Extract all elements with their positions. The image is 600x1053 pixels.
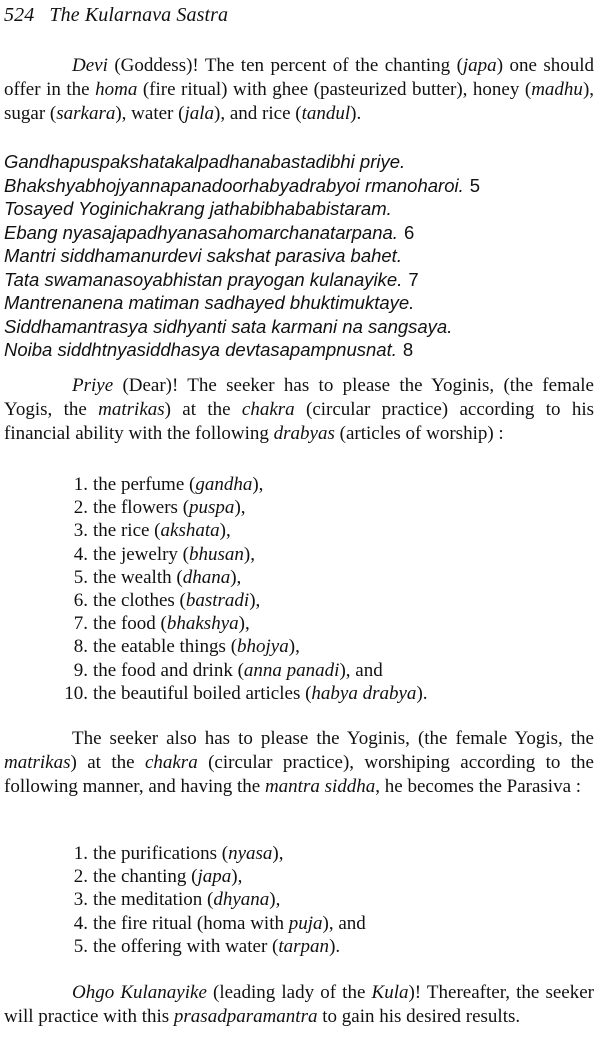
italic-term: puspa: [189, 497, 235, 519]
text-run: ),: [269, 889, 281, 911]
text-run: (articles of worship) :: [334, 423, 504, 444]
verse-line: [4, 221, 594, 245]
verse-number: 8: [402, 339, 414, 360]
list-item: [60, 473, 580, 496]
practices-list: [60, 842, 580, 958]
italic-term: madhu: [531, 79, 583, 100]
list-item: [60, 865, 580, 888]
italic-term: dhyana: [213, 889, 270, 911]
text-run: ) at the: [164, 399, 242, 420]
text-run: ),: [272, 843, 284, 864]
italic-term: puja: [288, 912, 323, 934]
italic-term: matrikas: [98, 399, 165, 420]
text-run: ),: [231, 866, 243, 888]
text-run: the food and drink (: [93, 659, 244, 681]
text-run: to gain his desired results.: [317, 1006, 521, 1027]
list-item: [60, 659, 580, 682]
paragraph-4: [4, 981, 594, 1029]
italic-term: anna panadi: [243, 659, 340, 681]
verse-text: Siddhamantrasya sidhyanti sata karmani na sangsaya.: [4, 315, 453, 337]
verse-text: Tata swamanasoyabhistan prayogan kulanayike.: [4, 268, 403, 290]
italic-term: bhojya: [237, 636, 289, 658]
text-run: (circular practice) according to his financial ability with the following: [4, 399, 594, 444]
italic-term: prasadparamantra: [173, 1006, 318, 1027]
list-item-number: 4.: [73, 543, 88, 565]
list-item: [60, 682, 580, 705]
italic-term: dhana: [182, 566, 231, 588]
text-run: ).: [329, 935, 341, 957]
verse-text: Tosayed Yoginichakrang jathabibhababistaram.: [4, 198, 392, 219]
verse-number: 6: [403, 221, 415, 243]
list-item: [60, 519, 580, 542]
text-run: )! Thereafter, the seeker will practice with this: [4, 982, 594, 1027]
text-run: (circular practice), worshiping according to the following manner, and having the: [4, 752, 594, 797]
italic-term: chakra: [144, 752, 198, 773]
articles-list: [60, 473, 580, 705]
verse-text: Bhakshyabhojyannapanadoorhabyadrabyoi rmanoharoi.: [4, 174, 464, 196]
text-run: the rice (: [93, 520, 161, 542]
verse-text: Gandhapuspakshatakalpadhanabastadibhi priye.: [4, 151, 406, 172]
text-run: ), and rice (: [214, 103, 302, 124]
page-number: 524: [4, 4, 35, 26]
italic-term: bhakshya: [166, 613, 239, 635]
verse-line: [4, 244, 594, 268]
italic-term: jala: [184, 103, 215, 124]
list-item-number: 6.: [73, 590, 88, 612]
italic-term: Kula: [371, 982, 409, 1003]
text-run: the wealth (: [93, 566, 183, 588]
text-run: The seeker also has to please the Yoginis, (the female Yogis, the: [72, 728, 594, 749]
text-run: the beautiful boiled articles (: [93, 682, 312, 704]
list-item: [60, 888, 580, 911]
running-header: [4, 4, 228, 27]
list-item-number: 4.: [73, 912, 88, 934]
list-item-number: 3.: [73, 889, 88, 911]
italic-term: Priye: [72, 375, 114, 396]
verse-text: Noiba siddhtnyasiddhasya devtasapampnusnat.: [4, 339, 397, 360]
verse-line: [4, 150, 594, 174]
list-item-number: 5.: [73, 935, 88, 957]
text-run: (leading lady of the: [206, 982, 372, 1003]
list-item: [60, 912, 580, 935]
italic-term: gandha: [195, 474, 253, 495]
list-item: [60, 496, 580, 519]
italic-term: sarkara: [56, 103, 116, 124]
paragraph-3: [4, 727, 594, 799]
list-item-number: 7.: [73, 613, 88, 635]
text-run: the flowers (: [93, 497, 190, 519]
italic-term: tandul: [301, 103, 351, 124]
verse-text: Ebang nyasajapadhyanasahomarchanatarpana.: [4, 221, 398, 243]
list-item: [60, 566, 580, 589]
verse-number: 5: [469, 174, 481, 196]
text-run: (fire ritual) with ghee (pasteurized butter), honey (: [137, 79, 532, 100]
verse-line: [4, 315, 594, 339]
text-run: the chanting (: [93, 866, 198, 888]
text-run: the purifications (: [93, 843, 229, 864]
list-item-number: 8.: [73, 636, 88, 658]
list-item: [60, 589, 580, 612]
italic-term: Ohgo Kulanayike: [72, 982, 207, 1003]
list-item-number: 2.: [73, 497, 88, 519]
list-item: [60, 935, 580, 958]
verse-line: [4, 338, 594, 362]
text-run: ),: [234, 497, 246, 519]
italic-term: tarpan: [278, 935, 330, 957]
list-item-number: 1.: [73, 474, 88, 495]
text-run: ),: [243, 543, 255, 565]
italic-term: matrikas: [4, 752, 71, 773]
text-run: the fire ritual (homa with: [93, 912, 289, 934]
text-run: ), and: [339, 659, 383, 681]
book-title: The Kularnava Sastra: [49, 4, 229, 26]
verse-line: [4, 197, 594, 221]
text-run: the perfume (: [93, 474, 196, 495]
text-run: ).: [350, 103, 362, 124]
list-item-number: 9.: [73, 659, 88, 681]
italic-term: bhusan: [189, 543, 244, 565]
verse-line: [4, 174, 594, 198]
list-item-number: 3.: [73, 520, 88, 542]
text-run: the eatable things (: [93, 636, 238, 658]
italic-term: Devi: [72, 55, 108, 76]
list-item-number: 10.: [64, 682, 88, 704]
italic-term: mantra siddha: [264, 776, 376, 797]
text-run: ), water (: [115, 103, 185, 124]
text-run: the meditation (: [93, 889, 214, 911]
verse-text: Mantri siddhamanurdevi sakshat parasiva bahet.: [4, 245, 402, 266]
verse-number: 7: [408, 268, 419, 290]
text-run: the jewelry (: [93, 543, 190, 565]
list-item-number: 2.: [73, 866, 88, 888]
text-run: the clothes (: [93, 590, 186, 612]
text-run: , he becomes the Parasiva :: [375, 776, 582, 797]
text-run: ),: [288, 636, 300, 658]
text-run: the food (: [93, 613, 167, 635]
text-run: (Goddess)! The ten percent of the chanting (: [107, 55, 463, 76]
list-item-number: 1.: [73, 843, 88, 864]
text-run: ), and: [322, 912, 366, 934]
verse-line: [4, 291, 594, 315]
italic-term: japa: [197, 866, 232, 888]
italic-term: akshata: [160, 520, 220, 542]
text-run: ),: [252, 474, 264, 495]
list-item: [60, 543, 580, 566]
text-run: the offering with water (: [93, 935, 279, 957]
text-run: ),: [249, 590, 261, 612]
paragraph-1: [4, 54, 594, 126]
italic-term: chakra: [241, 399, 295, 420]
paragraph-2: [4, 374, 594, 446]
text-run: (Dear)! The seeker has to please the Yoginis, (the female Yogis, the: [4, 375, 594, 420]
italic-term: habya drabya: [311, 682, 417, 704]
text-run: ),: [219, 520, 231, 542]
verse-block: [4, 150, 594, 362]
text-run: ) at the: [70, 752, 145, 773]
text-run: ).: [416, 682, 428, 704]
italic-term: drabyas: [273, 423, 335, 444]
text-run: ),: [238, 613, 250, 635]
list-item: [60, 635, 580, 658]
text-run: ), sugar (: [4, 79, 595, 124]
italic-term: nyasa: [228, 843, 273, 864]
italic-term: bastradi: [185, 590, 250, 612]
italic-term: japa: [462, 55, 497, 76]
italic-term: homa: [95, 79, 138, 100]
list-item: [60, 612, 580, 635]
verse-text: Mantrenanena matiman sadhayed bhuktimuktaye.: [4, 292, 415, 313]
text-run: ) one should offer in the: [4, 55, 594, 100]
text-run: ),: [230, 566, 242, 588]
list-item-number: 5.: [73, 566, 88, 588]
verse-line: [4, 268, 594, 292]
list-item: [60, 842, 580, 865]
